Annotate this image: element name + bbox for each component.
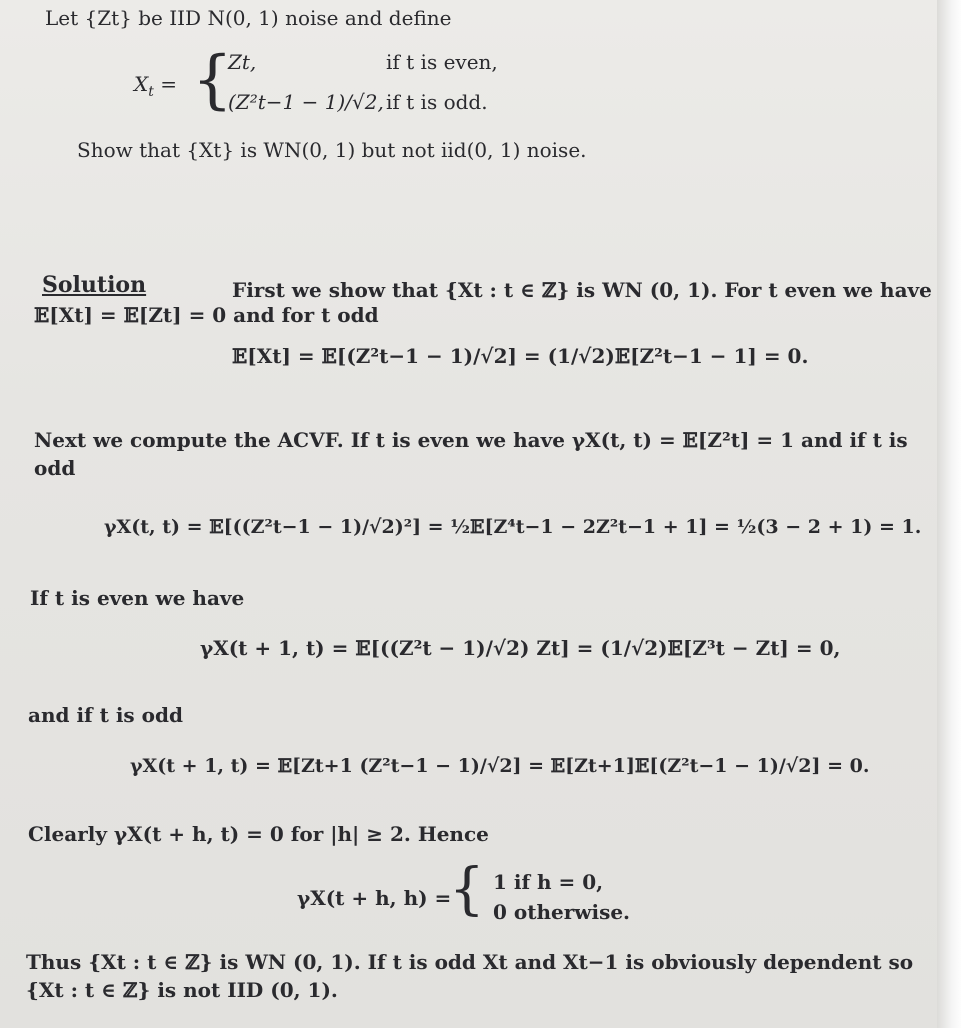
equation-1: 𝔼[Xt] = 𝔼[(Z²t−1 − 1)/√2] = (1/√2)𝔼[Z²t−1 − 1] = 0. (232, 344, 809, 368)
solution-p3: If t is even we have (30, 586, 245, 610)
equation-2: γX(t, t) = 𝔼[((Z²t−1 − 1)/√2)²] = ½𝔼[Z⁴t−1 − 2Z²t−1 + 1] = ½(3 − 2 + 1) = 1. (104, 516, 922, 538)
page-edge-shadow (937, 0, 961, 1028)
solution-p2-line2: odd (34, 456, 76, 480)
solution-p6-line1: Thus {Xt : t ∈ ℤ} is WN (0, 1). If t is odd Xt and Xt−1 is obviously dependent so (26, 950, 914, 974)
problem-definition: $X_t$ = { Zt, if t is even, (Z²t−1 − 1)/√2, if t is odd. (134, 43, 498, 117)
problem-intro: Let {Zt} be IID N(0, 1) noise and define (45, 6, 452, 30)
solution-p1-line2: 𝔼[Xt] = 𝔼[Zt] = 0 and for t odd (34, 303, 379, 327)
solution-p1-line1: First we show that {Xt : t ∈ ℤ} is WN (0, 1). For t even we have (232, 278, 932, 302)
equation-5: γX(t + h, h) = { 1 if h = 0, 0 otherwise. (297, 857, 631, 924)
equation-3: γX(t + 1, t) = 𝔼[((Z²t − 1)/√2) Zt] = (1/√2)𝔼[Z³t − Zt] = 0, (200, 636, 841, 660)
equation-4: γX(t + 1, t) = 𝔼[Zt+1 (Z²t−1 − 1)/√2] = 𝔼[Zt+1]𝔼[(Z²t−1 − 1)/√2] = 0. (130, 755, 870, 777)
solution-p6-line2: {Xt : t ∈ ℤ} is not IID (0, 1). (26, 978, 338, 1002)
solution-p5: Clearly γX(t + h, t) = 0 for |h| ≥ 2. Hence (28, 822, 489, 846)
solution-p2-line1: Next we compute the ACVF. If t is even we have γX(t, t) = 𝔼[Z²t] = 1 and if t is (34, 428, 908, 452)
solution-p4: and if t is odd (28, 703, 183, 727)
solution-heading: Solution (42, 272, 147, 298)
problem-task: Show that {Xt} is WN(0, 1) but not iid(0, 1) noise. (77, 138, 587, 162)
